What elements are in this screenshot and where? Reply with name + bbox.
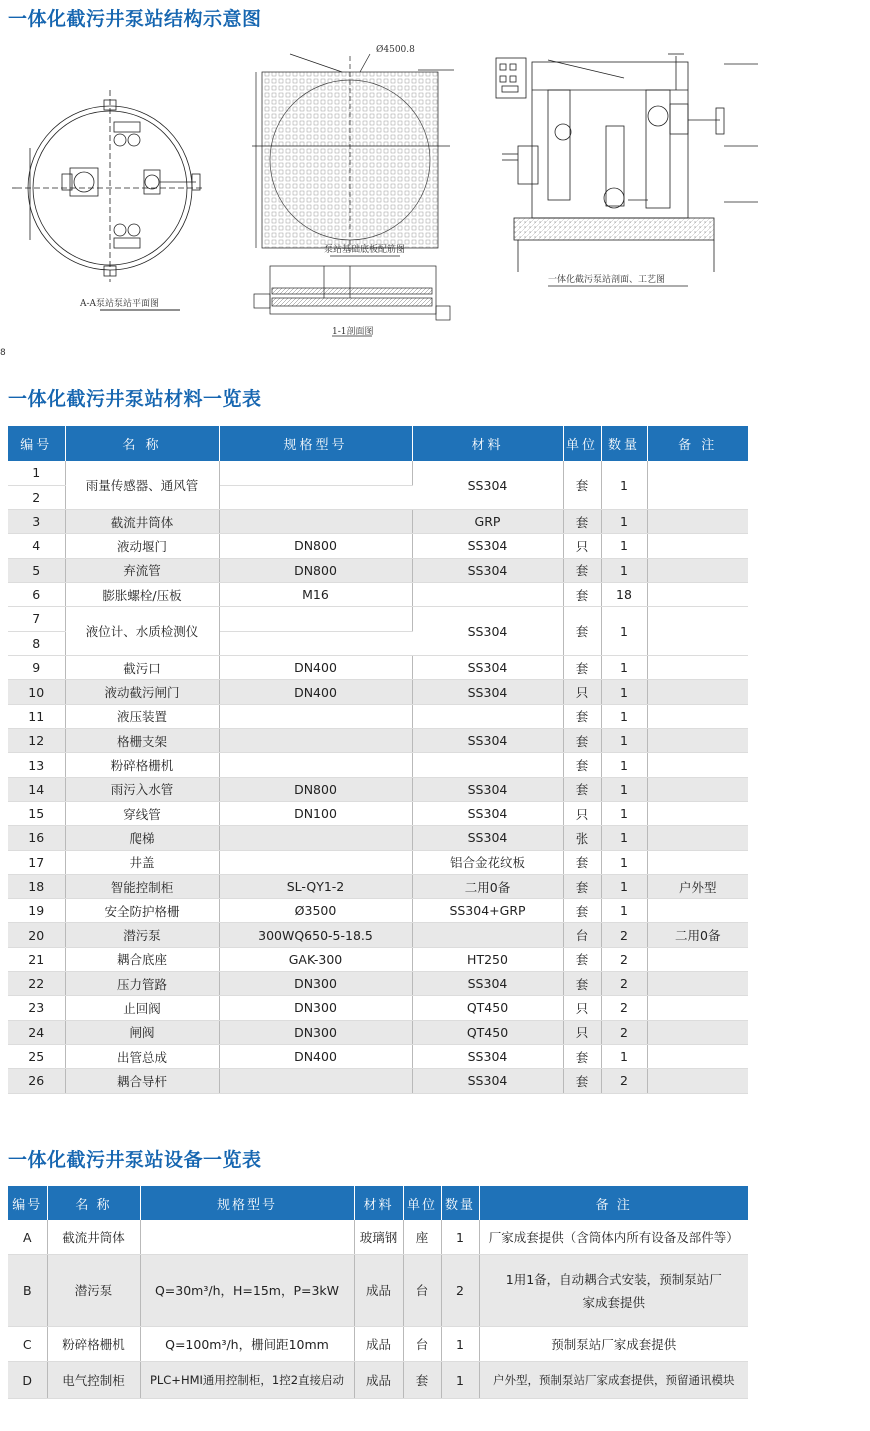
cell-note xyxy=(647,1069,748,1093)
cell-material: SS304 xyxy=(412,1069,563,1093)
cell-note xyxy=(647,461,748,510)
stray-mark: 8 xyxy=(0,348,6,358)
col-unit: 单位 xyxy=(403,1186,441,1220)
cell-material: HT250 xyxy=(412,947,563,971)
cell-no: 2 xyxy=(8,485,65,510)
cell-note xyxy=(647,704,748,728)
grate-caption: 泵站基础底板配筋图 xyxy=(324,245,406,255)
table-row xyxy=(8,510,748,534)
col-spec: 规格型号 xyxy=(140,1186,354,1220)
cell-qty: 1 xyxy=(601,461,647,510)
table-row xyxy=(8,534,748,558)
table-row xyxy=(8,1362,748,1399)
plan-caption: A-A泵站泵站平面图 xyxy=(80,299,160,309)
cell-note: 户外型 xyxy=(647,874,748,898)
cell-name: 电气控制柜 xyxy=(47,1362,140,1399)
table-row xyxy=(8,850,748,874)
cell-material xyxy=(412,582,563,606)
cell-spec: DN300 xyxy=(219,1020,412,1044)
cell-unit: 套 xyxy=(563,656,601,680)
cell-no: 14 xyxy=(8,777,65,801)
cell-qty: 2 xyxy=(601,1020,647,1044)
cell-note xyxy=(647,680,748,704)
cell-spec: 300WQ650-5-18.5 xyxy=(219,923,412,947)
cell-qty: 2 xyxy=(601,1069,647,1093)
cell-name: 爬梯 xyxy=(65,826,219,850)
cell-unit: 套 xyxy=(563,899,601,923)
cell-no: 11 xyxy=(8,704,65,728)
cell-unit: 套 xyxy=(563,1044,601,1068)
table-row xyxy=(8,899,748,923)
cell-no: 4 xyxy=(8,534,65,558)
equipment-section-title: 一体化截污井泵站设备一览表 xyxy=(8,1149,262,1171)
col-spec: 规格型号 xyxy=(219,426,412,461)
cell-spec xyxy=(219,704,412,728)
cell-no: 8 xyxy=(8,631,65,656)
cell-name: 出管总成 xyxy=(65,1044,219,1068)
cell-unit: 只 xyxy=(563,996,601,1020)
col-qty: 数量 xyxy=(601,426,647,461)
cell-spec: GAK-300 xyxy=(219,947,412,971)
cell-note xyxy=(647,534,748,558)
table-row xyxy=(8,1069,748,1093)
cell-qty: 1 xyxy=(601,826,647,850)
cell-note xyxy=(647,582,748,606)
cell-qty: 1 xyxy=(441,1327,479,1362)
cell-note xyxy=(647,656,748,680)
col-note: 备 注 xyxy=(647,426,748,461)
cell-material: SS304 xyxy=(412,777,563,801)
cell-spec xyxy=(219,850,412,874)
table-header-row xyxy=(8,1186,748,1220)
cell-spec xyxy=(140,1220,354,1255)
diagram-section-title: 一体化截污井泵站结构示意图 xyxy=(8,8,262,30)
cell-spec: Q=30m³/h，H=15m，P=3kW xyxy=(140,1255,354,1327)
cell-unit: 套 xyxy=(563,753,601,777)
cell-no: 7 xyxy=(8,607,65,632)
cell-no: A xyxy=(8,1220,47,1255)
note-line: 家成套提供 xyxy=(582,1294,645,1310)
cell-unit: 只 xyxy=(563,680,601,704)
cell-qty: 2 xyxy=(601,947,647,971)
grate-plan-drawing xyxy=(250,36,470,356)
cell-material xyxy=(412,704,563,728)
cell-spec xyxy=(219,485,412,510)
cell-unit: 套 xyxy=(563,874,601,898)
table-header-row xyxy=(8,426,748,461)
cell-material: SS304+GRP xyxy=(412,899,563,923)
cell-spec: Q=100m³/h，栅间距10mm xyxy=(140,1327,354,1362)
cell-name: 潜污泵 xyxy=(65,923,219,947)
cell-unit: 套 xyxy=(563,461,601,510)
cell-spec xyxy=(219,729,412,753)
cell-note xyxy=(647,729,748,753)
cell-name: 闸阀 xyxy=(65,1020,219,1044)
cell-material: GRP xyxy=(412,510,563,534)
cell-material: 玻璃钢 xyxy=(354,1220,403,1255)
cell-no: 18 xyxy=(8,874,65,898)
plan-view-drawing xyxy=(10,70,210,340)
cell-name: 止回阀 xyxy=(65,996,219,1020)
cell-spec: M16 xyxy=(219,582,412,606)
table-row xyxy=(8,558,748,582)
col-no: 编号 xyxy=(8,426,65,461)
col-no: 编号 xyxy=(8,1186,47,1220)
cell-unit: 套 xyxy=(563,1069,601,1093)
materials-section-title: 一体化截污井泵站材料一览表 xyxy=(8,388,262,410)
cell-material: SS304 xyxy=(412,656,563,680)
cell-name: 雨量传感器、通风管 xyxy=(65,461,219,510)
cell-name: 格栅支架 xyxy=(65,729,219,753)
col-unit: 单位 xyxy=(563,426,601,461)
cell-spec: DN100 xyxy=(219,801,412,825)
elevation-caption: 一体化截污泵站剖面、工艺图 xyxy=(548,275,666,285)
cell-name: 智能控制柜 xyxy=(65,874,219,898)
cell-unit: 只 xyxy=(563,1020,601,1044)
cell-note xyxy=(647,850,748,874)
cell-no: 17 xyxy=(8,850,65,874)
cell-spec: SL-QY1-2 xyxy=(219,874,412,898)
cell-qty: 1 xyxy=(601,874,647,898)
cell-note xyxy=(647,947,748,971)
cell-spec: DN400 xyxy=(219,1044,412,1068)
cell-no: 1 xyxy=(8,461,65,485)
cell-qty: 2 xyxy=(601,972,647,996)
cell-note: 户外型，预制泵站厂家成套提供，预留通讯模块 xyxy=(479,1362,748,1399)
cell-spec xyxy=(219,607,412,632)
cell-qty: 2 xyxy=(601,996,647,1020)
cell-spec: DN800 xyxy=(219,558,412,582)
cell-note xyxy=(479,1255,748,1327)
cell-name: 粉碎格栅机 xyxy=(47,1327,140,1362)
col-name: 名 称 xyxy=(47,1186,140,1220)
cell-qty: 1 xyxy=(601,510,647,534)
cell-qty: 1 xyxy=(601,729,647,753)
cell-qty: 1 xyxy=(601,656,647,680)
cell-name: 潜污泵 xyxy=(47,1255,140,1327)
table-row xyxy=(8,1020,748,1044)
cell-name: 液动截污闸门 xyxy=(65,680,219,704)
cell-note: 二用0备 xyxy=(647,923,748,947)
cell-unit: 套 xyxy=(563,558,601,582)
table-row xyxy=(8,801,748,825)
cell-no: D xyxy=(8,1362,47,1399)
cell-no: 6 xyxy=(8,582,65,606)
table-row xyxy=(8,680,748,704)
cell-spec: DN300 xyxy=(219,996,412,1020)
cell-unit: 套 xyxy=(563,777,601,801)
col-note: 备 注 xyxy=(479,1186,748,1220)
table-row xyxy=(8,753,748,777)
cell-unit: 套 xyxy=(563,729,601,753)
cell-material: SS304 xyxy=(412,680,563,704)
cell-spec xyxy=(219,826,412,850)
cell-spec xyxy=(219,461,412,485)
cell-qty: 18 xyxy=(601,582,647,606)
cell-no: C xyxy=(8,1327,47,1362)
cell-unit: 套 xyxy=(563,704,601,728)
cell-name: 耦合底座 xyxy=(65,947,219,971)
cell-unit: 套 xyxy=(563,510,601,534)
cell-unit: 套 xyxy=(563,582,601,606)
table-row xyxy=(8,461,748,485)
cell-qty: 2 xyxy=(601,923,647,947)
cell-no: 15 xyxy=(8,801,65,825)
cell-spec xyxy=(219,753,412,777)
cell-unit: 套 xyxy=(563,972,601,996)
cell-no: 19 xyxy=(8,899,65,923)
cell-spec xyxy=(219,510,412,534)
cell-material: SS304 xyxy=(412,729,563,753)
cell-material xyxy=(412,923,563,947)
section-caption: 1-1剖面图 xyxy=(332,327,374,337)
cell-no: 10 xyxy=(8,680,65,704)
col-material: 材料 xyxy=(354,1186,403,1220)
cell-material: 成品 xyxy=(354,1255,403,1327)
cell-material: SS304 xyxy=(412,558,563,582)
cell-spec: DN300 xyxy=(219,972,412,996)
cell-name: 穿线管 xyxy=(65,801,219,825)
cell-note: 厂家成套提供（含筒体内所有设备及部件等） xyxy=(479,1220,748,1255)
cell-qty: 1 xyxy=(601,1044,647,1068)
table-row xyxy=(8,1255,748,1327)
cell-material: 成品 xyxy=(354,1327,403,1362)
cell-qty: 1 xyxy=(601,607,647,656)
cell-no: B xyxy=(8,1255,47,1327)
table-row xyxy=(8,996,748,1020)
cell-name: 弃流管 xyxy=(65,558,219,582)
table-row xyxy=(8,1220,748,1255)
cell-unit: 套 xyxy=(563,947,601,971)
cell-spec: DN400 xyxy=(219,656,412,680)
cell-material: 铝合金花纹板 xyxy=(412,850,563,874)
cell-note xyxy=(647,801,748,825)
cell-name: 截流井筒体 xyxy=(47,1220,140,1255)
cell-material: SS304 xyxy=(412,1044,563,1068)
cell-qty: 1 xyxy=(601,777,647,801)
table-row xyxy=(8,729,748,753)
cell-note xyxy=(647,510,748,534)
cell-note xyxy=(647,972,748,996)
table-row xyxy=(8,826,748,850)
cell-no: 21 xyxy=(8,947,65,971)
cell-qty: 1 xyxy=(441,1220,479,1255)
cell-material xyxy=(412,753,563,777)
cell-qty: 1 xyxy=(601,534,647,558)
cell-unit: 座 xyxy=(403,1220,441,1255)
table-row xyxy=(8,582,748,606)
cell-no: 23 xyxy=(8,996,65,1020)
equipment-table xyxy=(8,1186,748,1399)
cell-unit: 只 xyxy=(563,801,601,825)
cell-note xyxy=(647,607,748,656)
cell-no: 26 xyxy=(8,1069,65,1093)
table-row xyxy=(8,656,748,680)
table-row xyxy=(8,874,748,898)
cell-material: SS304 xyxy=(412,972,563,996)
cell-qty: 1 xyxy=(601,801,647,825)
cell-material: SS304 xyxy=(412,461,563,510)
elevation-drawing xyxy=(488,50,778,320)
cell-no: 22 xyxy=(8,972,65,996)
table-row xyxy=(8,777,748,801)
cell-name: 液动堰门 xyxy=(65,534,219,558)
table-row xyxy=(8,607,748,632)
cell-no: 3 xyxy=(8,510,65,534)
table-row xyxy=(8,972,748,996)
cell-qty: 1 xyxy=(601,899,647,923)
cell-name: 雨污入水管 xyxy=(65,777,219,801)
cell-material: QT450 xyxy=(412,996,563,1020)
cell-spec: Ø3500 xyxy=(219,899,412,923)
cell-qty: 1 xyxy=(441,1362,479,1399)
cell-name: 液位计、水质检测仪 xyxy=(65,607,219,656)
cell-qty: 1 xyxy=(601,704,647,728)
cell-spec xyxy=(219,631,412,656)
table-row xyxy=(8,947,748,971)
cell-no: 9 xyxy=(8,656,65,680)
note-line: 1用1备，自动耦合式安装，预制泵站厂 xyxy=(505,1271,722,1287)
cell-no: 16 xyxy=(8,826,65,850)
cell-note xyxy=(647,1044,748,1068)
cell-name: 压力管路 xyxy=(65,972,219,996)
cell-note xyxy=(647,777,748,801)
cell-unit: 套 xyxy=(563,850,601,874)
cell-material: SS304 xyxy=(412,534,563,558)
cell-note xyxy=(647,753,748,777)
cell-material: SS304 xyxy=(412,801,563,825)
cell-note xyxy=(647,996,748,1020)
structure-drawings xyxy=(0,36,870,356)
cell-qty: 1 xyxy=(601,558,647,582)
cell-spec: DN400 xyxy=(219,680,412,704)
cell-note xyxy=(647,1020,748,1044)
cell-note xyxy=(647,558,748,582)
cell-note xyxy=(647,826,748,850)
cell-spec xyxy=(219,1069,412,1093)
col-material: 材料 xyxy=(412,426,563,461)
cell-qty: 1 xyxy=(601,680,647,704)
cell-material: QT450 xyxy=(412,1020,563,1044)
cell-unit: 台 xyxy=(403,1327,441,1362)
table-row xyxy=(8,923,748,947)
cell-unit: 张 xyxy=(563,826,601,850)
cell-no: 25 xyxy=(8,1044,65,1068)
cell-unit: 台 xyxy=(563,923,601,947)
cell-name: 粉碎格栅机 xyxy=(65,753,219,777)
grate-dimension: Ø4500.8 xyxy=(376,45,415,55)
cell-note: 预制泵站厂家成套提供 xyxy=(479,1327,748,1362)
cell-spec: DN800 xyxy=(219,534,412,558)
cell-name: 耦合导杆 xyxy=(65,1069,219,1093)
materials-table xyxy=(8,426,748,1094)
cell-qty: 2 xyxy=(441,1255,479,1327)
cell-name: 井盖 xyxy=(65,850,219,874)
cell-unit: 台 xyxy=(403,1255,441,1327)
cell-no: 5 xyxy=(8,558,65,582)
cell-no: 20 xyxy=(8,923,65,947)
cell-material: 二用0备 xyxy=(412,874,563,898)
cell-no: 12 xyxy=(8,729,65,753)
cell-material: SS304 xyxy=(412,607,563,656)
cell-spec: DN800 xyxy=(219,777,412,801)
cell-material: SS304 xyxy=(412,826,563,850)
cell-unit: 只 xyxy=(563,534,601,558)
cell-name: 膨胀螺栓/压板 xyxy=(65,582,219,606)
table-row xyxy=(8,1044,748,1068)
cell-spec: PLC+HMI通用控制柜，1控2直接启动 xyxy=(140,1362,354,1399)
cell-name: 液压装置 xyxy=(65,704,219,728)
table-row xyxy=(8,1327,748,1362)
table-row xyxy=(8,704,748,728)
col-name: 名 称 xyxy=(65,426,219,461)
cell-unit: 套 xyxy=(403,1362,441,1399)
cell-name: 截污口 xyxy=(65,656,219,680)
cell-no: 13 xyxy=(8,753,65,777)
cell-no: 24 xyxy=(8,1020,65,1044)
cell-unit: 套 xyxy=(563,607,601,656)
cell-note xyxy=(647,899,748,923)
cell-qty: 1 xyxy=(601,850,647,874)
col-qty: 数量 xyxy=(441,1186,479,1220)
cell-name: 安全防护格栅 xyxy=(65,899,219,923)
cell-name: 截流井筒体 xyxy=(65,510,219,534)
cell-qty: 1 xyxy=(601,753,647,777)
cell-material: 成品 xyxy=(354,1362,403,1399)
